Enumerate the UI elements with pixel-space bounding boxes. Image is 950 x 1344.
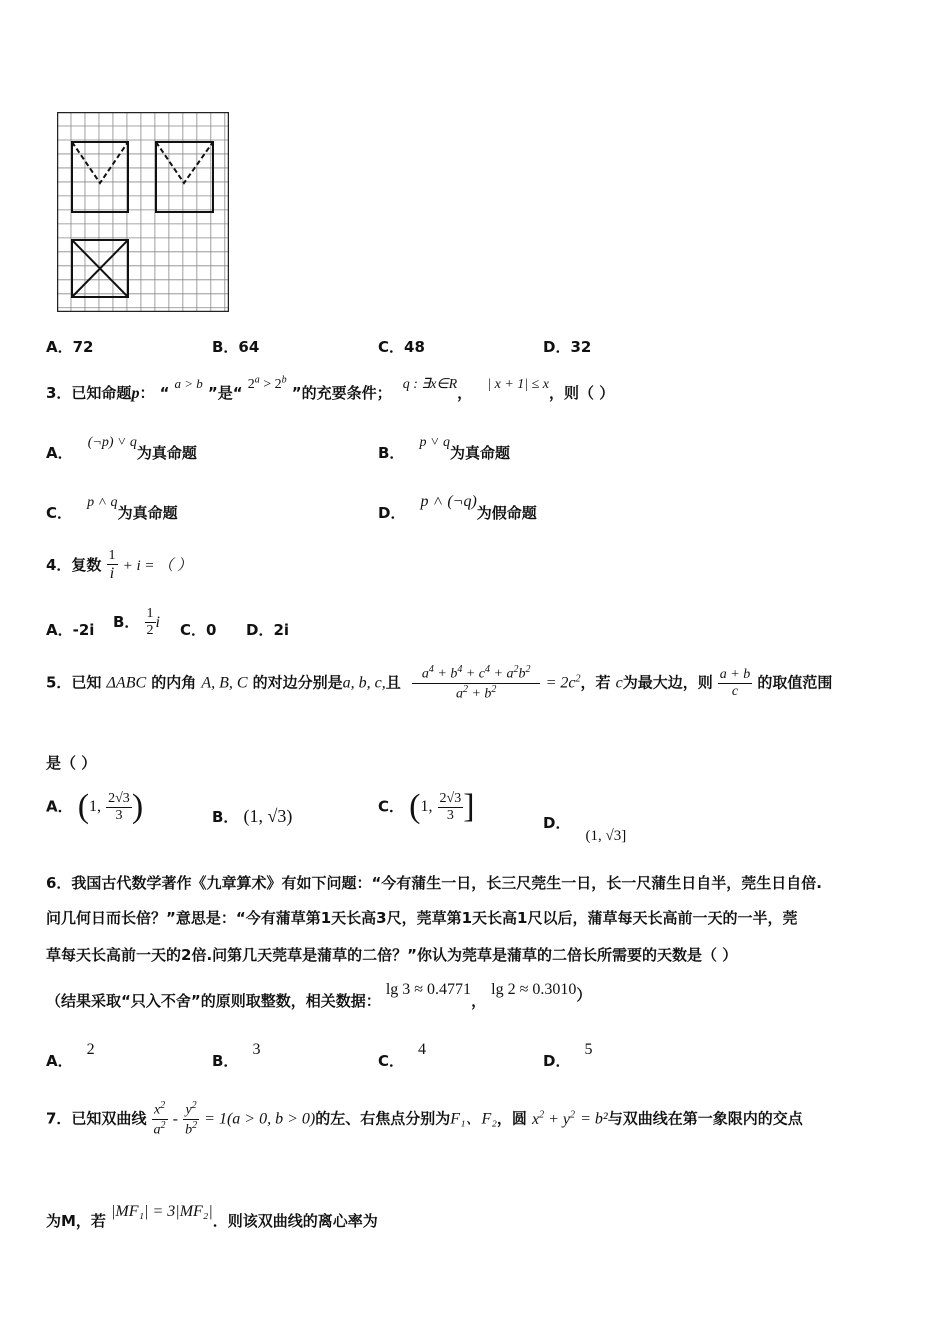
q3-a-expr: (¬p) ˅ q	[87, 435, 137, 450]
q4-b-i: i	[155, 614, 160, 631]
q5-c-den: 3	[446, 807, 454, 823]
q6-option-d[interactable]	[543, 1038, 593, 1070]
q2-option-b[interactable]: B．64	[212, 338, 260, 356]
q5-a-rparen: )	[131, 788, 144, 825]
q4-b-num: 1	[146, 606, 154, 621]
q3-b-label: B．	[378, 444, 405, 462]
q5-rhs: = 2c	[545, 674, 576, 692]
q4-b-label: B．	[113, 613, 140, 631]
q7-t2: ，圆	[496, 1109, 527, 1128]
q2-option-d[interactable]: D．32	[543, 338, 592, 356]
q6-line2: 问几何日而长倍？”意思是：“今有蒲草第1天长高3尺，莞草第1天长高1尺以后，蒲草每天长高前一天的一半，莞	[46, 909, 798, 927]
q3-p: p	[131, 385, 140, 402]
q5-c-label: C．	[378, 797, 405, 816]
q7-stem	[46, 1100, 803, 1138]
q5-a-num: 2√3	[108, 790, 130, 806]
q6-line4-pre: （结果采取“只入不舍”的原则取整数，相关数据：	[46, 992, 381, 1010]
q5-t6: 的取值范围	[757, 673, 833, 692]
q3-comma: ，	[457, 384, 473, 402]
q3-c-text: 为真命题	[117, 504, 178, 522]
q7-t3: 与双曲线在第一象限内的交点	[607, 1109, 803, 1128]
q7-cond: = 1(a > 0, b > 0)	[204, 1110, 316, 1128]
q3-quote-close: ”	[207, 384, 218, 402]
q3-option-a[interactable]	[46, 430, 197, 462]
q3-power-ineq: $2^a > 2^b$	[247, 374, 287, 392]
q3-cond: 的充要条件；	[301, 384, 392, 402]
three-view-grid-figure	[57, 112, 229, 312]
q4-option-b[interactable]	[113, 606, 160, 639]
q4-option-c[interactable]: C．0	[180, 621, 217, 639]
q7-rel: |MF₁| = 3|MF₂|	[111, 1203, 213, 1220]
q3-quote-open: “	[159, 384, 170, 402]
q7-frac-x	[152, 1100, 168, 1138]
q3-colon: ：	[139, 384, 155, 402]
q5-c-one: 1,	[420, 798, 433, 815]
q5-t1: 的内角	[151, 673, 197, 692]
q6-close: ）	[576, 986, 592, 1004]
q5-sides: a, b, c,	[342, 674, 386, 692]
q7-b2: $b^2$	[185, 1119, 198, 1138]
q3-a-gt-b: a > b	[174, 376, 203, 391]
q4-frac-den: i	[109, 565, 115, 582]
q7-circle-lhs: $x^2 + y^2$	[532, 1109, 576, 1128]
q5-option-d[interactable]	[543, 812, 627, 844]
q3-d-label: D．	[378, 504, 406, 522]
q6-d-label: D．	[543, 1052, 571, 1070]
q6-b-val: 3	[252, 1041, 261, 1058]
q6-c-val: 4	[418, 1041, 427, 1058]
q6-line4	[46, 978, 592, 1010]
q5-d-interval: (1, √3]	[585, 828, 627, 844]
side-view	[156, 142, 213, 212]
q5-b-interval: (1, √3)	[243, 806, 293, 826]
q7-pre: 7．已知双曲线	[46, 1109, 147, 1128]
q3-quote2-open: “	[232, 384, 243, 402]
q5-ratio-fraction	[718, 667, 752, 700]
q4-fraction	[107, 548, 118, 583]
q6-a-label: A．	[46, 1052, 73, 1070]
q4-b-fraction	[145, 606, 156, 639]
q7-line2-post: ．则该双曲线的离心率为	[212, 1212, 378, 1230]
q5-option-b[interactable]	[212, 806, 292, 827]
q5-option-c[interactable]	[378, 788, 475, 826]
q5-c-num: 2√3	[439, 790, 462, 806]
q5-den: $a^2 + b^2$	[455, 683, 497, 702]
q3-d-expr: p ˄ (¬q)	[420, 493, 477, 510]
q7-line2	[46, 1200, 378, 1230]
q4-post: + i = （ ）	[122, 558, 193, 574]
q5-ratio-den: c	[731, 683, 739, 699]
q4-frac-num: 1	[108, 548, 116, 563]
q3-d-text: 为假命题	[476, 504, 537, 522]
q5-c-fraction	[438, 791, 464, 824]
q5-c-lparen: (	[409, 788, 421, 825]
q6-option-b[interactable]	[212, 1038, 261, 1070]
q4-pre: 4．复数	[46, 556, 102, 574]
q3-a-label: A．	[46, 444, 73, 462]
q3-a-text: 为真命题	[136, 444, 197, 462]
q3-quote2-close: ”	[291, 384, 302, 402]
q3-option-d[interactable]	[378, 490, 537, 522]
q3-pre: 3．已知命题	[46, 384, 132, 402]
q5-t3: 且	[385, 673, 401, 692]
q6-b-label: B．	[212, 1052, 239, 1070]
q5-b-label: B．	[212, 808, 239, 826]
q5-a-lparen: (	[77, 788, 90, 825]
q5-c-rbracket: ]	[463, 788, 475, 825]
q5-stem	[46, 664, 832, 702]
q3-abs-expr: | x + 1| ≤ x	[487, 377, 550, 392]
q3-c-expr: p ˄ q	[87, 495, 118, 510]
q5-c: c	[615, 674, 623, 692]
q6-a-val: 2	[86, 1041, 95, 1058]
q5-d-label: D．	[543, 814, 571, 832]
q5-line2: 是（ ）	[46, 754, 97, 772]
q4-option-d[interactable]: D．2i	[246, 621, 290, 639]
q7-circle: = b²	[580, 1110, 608, 1128]
q7-minus: -	[172, 1110, 178, 1128]
q3-b-text: 为真命题	[449, 444, 510, 462]
q3-c-label: C．	[46, 504, 73, 522]
q3-option-c[interactable]	[46, 490, 178, 522]
q5-ratio-num: a + b	[719, 666, 751, 682]
q5-triangle: ΔABC	[106, 674, 147, 692]
q2-option-a[interactable]: A．72	[46, 338, 94, 356]
top-view	[72, 240, 128, 297]
q3-q-expr: q : ∃x∈R	[402, 377, 458, 392]
q5-t4: ，若	[580, 673, 611, 692]
q5-t5: 为最大边，则	[622, 673, 713, 692]
q3-stem	[46, 372, 614, 406]
q5-angles: A, B, C	[201, 674, 248, 692]
q6-line3: 草每天长高前一天的2倍.问第几天莞草是蒲草的二倍？”你认为莞草是蒲草的二倍长所需要的天数是（ ）	[46, 946, 738, 964]
q6-option-a[interactable]	[46, 1038, 95, 1070]
q4-b-den: 2	[146, 623, 154, 638]
q6-lg3: lg 3 ≈ 0.4771	[385, 981, 472, 998]
q7-frac-y	[183, 1100, 199, 1138]
q5-a-fraction	[106, 791, 132, 824]
q3-post: ，则（ ）	[549, 384, 615, 402]
q5-option-a[interactable]	[46, 788, 143, 826]
q4-option-a[interactable]: A．-2i	[46, 621, 95, 639]
q7-foci: F₁、F₂	[450, 1110, 497, 1128]
q3-option-b[interactable]	[378, 430, 510, 462]
q5-rhs-exp: 2	[575, 673, 581, 685]
q7-a2: $a^2$	[153, 1119, 166, 1138]
q6-line1: 6．我国古代数学著作《九章算术》有如下问题：“今有蒲生一日，长三尺莞生一日，长一尺蒲生日自半，莞生日自倍.	[46, 874, 822, 892]
q6-sep: ，	[471, 992, 487, 1010]
q2-option-c[interactable]: C．48	[378, 338, 425, 356]
q7-line2-pre: 为M，若	[46, 1212, 106, 1230]
q5-main-fraction	[412, 664, 541, 702]
q3-is: 是	[217, 384, 233, 402]
q4-stem	[46, 548, 192, 583]
q5-pre: 5．已知	[46, 673, 102, 692]
q7-y2: $y^2$	[183, 1100, 199, 1120]
q7-x2: $x^2$	[152, 1100, 168, 1120]
q3-b-expr: p ˅ q	[419, 435, 450, 450]
q6-lg2: lg 2 ≈ 0.3010	[491, 981, 577, 998]
q6-d-val: 5	[584, 1041, 593, 1058]
q7-t1: 的左、右焦点分别为	[315, 1109, 451, 1128]
front-view	[72, 142, 128, 212]
q6-c-label: C．	[378, 1052, 405, 1070]
q5-num: $a^4 + b^4 + c^4 + a^2b^2$	[412, 664, 541, 684]
q5-a-one: 1,	[89, 798, 102, 815]
q6-option-c[interactable]	[378, 1038, 427, 1070]
q5-a-den: 3	[115, 807, 123, 823]
q5-a-label: A．	[46, 797, 73, 816]
q5-t2: 的对边分别是	[252, 673, 343, 692]
